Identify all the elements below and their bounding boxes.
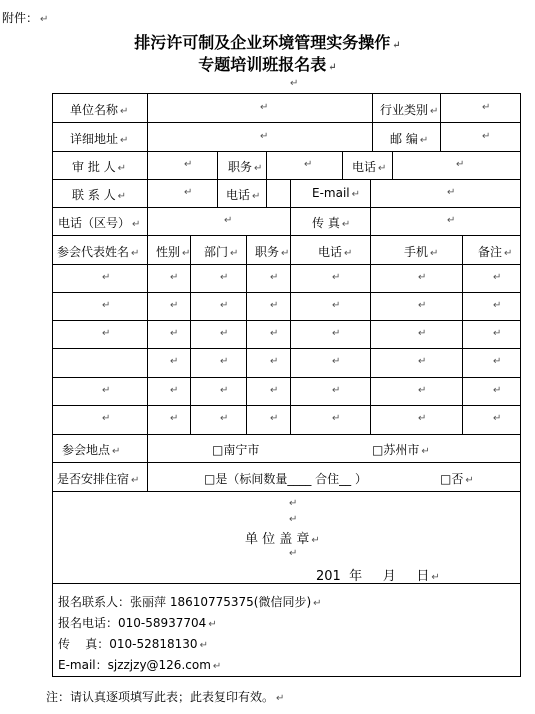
venue-option-suzhou[interactable]: □苏州市 ↵: [372, 443, 430, 457]
seal-date: 201 年 月 日 ↵: [316, 569, 440, 584]
venue-option-nanning[interactable]: □南宁市: [212, 443, 260, 457]
contact-phone-line: 报名电话：010-58937704 ↵: [58, 616, 217, 630]
contact-person-line: 报名联系人：张丽萍 18610775375(微信同步) ↵: [58, 595, 322, 609]
attendee-cell[interactable]: ↵: [418, 272, 427, 283]
label-venue: 参会地点 ↵: [62, 443, 121, 457]
contact-email-line: E-mail：sjzzjzy@126.com ↵: [58, 658, 222, 672]
email-field[interactable]: ↵: [447, 187, 456, 198]
label-approver: 审 批 人 ↵: [72, 160, 127, 174]
approver-field[interactable]: ↵: [184, 159, 193, 170]
label-phone-area: 电话（区号） ↵: [58, 216, 141, 230]
approver-phone-field[interactable]: ↵: [456, 159, 465, 170]
attendee-cell[interactable]: ↵: [170, 413, 179, 424]
attendee-cell[interactable]: ↵: [270, 300, 279, 311]
attendee-cell[interactable]: ↵: [220, 385, 229, 396]
label-approver-phone: 电话 ↵: [352, 160, 387, 174]
attendee-cell[interactable]: ↵: [102, 272, 111, 283]
attendee-cell[interactable]: ↵: [220, 413, 229, 424]
form-title-line1: 排污许可制及企业环境管理实务操作 ↵: [134, 33, 401, 52]
col-header-mobile: 手机 ↵: [404, 245, 439, 259]
paragraph-mark: ↵: [289, 548, 298, 559]
paragraph-mark: ↵: [290, 78, 299, 89]
attendee-cell[interactable]: ↵: [493, 272, 502, 283]
attendee-cell[interactable]: ↵: [332, 300, 341, 311]
attendee-cell[interactable]: ↵: [493, 413, 502, 424]
attendee-cell[interactable]: ↵: [102, 413, 111, 424]
attendee-cell[interactable]: ↵: [170, 356, 179, 367]
col-header-gender: 性别 ↵: [156, 245, 191, 259]
col-header-name: 参会代表姓名 ↵: [57, 245, 140, 259]
label-unit-name: 单位名称 ↵: [70, 103, 129, 117]
attendee-cell[interactable]: ↵: [418, 385, 427, 396]
label-fax: 传 真 ↵: [312, 216, 351, 230]
unit-name-field[interactable]: ↵: [260, 102, 269, 113]
lodging-option-no[interactable]: □否 ↵: [440, 472, 474, 486]
attendee-cell[interactable]: ↵: [270, 356, 279, 367]
phone-area-field[interactable]: ↵: [224, 215, 233, 226]
attendee-cell[interactable]: ↵: [332, 385, 341, 396]
attendee-cell[interactable]: ↵: [332, 413, 341, 424]
attendee-cell[interactable]: ↵: [270, 328, 279, 339]
footer-note: 注：请认真逐项填写此表；此表复印有效。 ↵: [46, 690, 285, 704]
col-header-dept: 部门 ↵: [204, 245, 239, 259]
label-industry: 行业类别 ↵: [380, 103, 439, 117]
attendee-cell[interactable]: ↵: [493, 385, 502, 396]
industry-field[interactable]: ↵: [482, 102, 491, 113]
attendee-cell[interactable]: ↵: [270, 385, 279, 396]
attendee-cell[interactable]: ↵: [493, 328, 502, 339]
contact-field[interactable]: ↵: [184, 187, 193, 198]
attendee-cell[interactable]: ↵: [332, 356, 341, 367]
label-postcode: 邮 编 ↵: [390, 132, 429, 146]
paragraph-mark: ↵: [289, 498, 298, 509]
attendee-cell[interactable]: ↵: [220, 272, 229, 283]
col-header-position: 职务 ↵: [255, 245, 290, 259]
unit-seal-label: 单 位 盖 章 ↵: [245, 532, 320, 547]
attendee-cell[interactable]: ↵: [102, 328, 111, 339]
attendee-cell[interactable]: ↵: [418, 356, 427, 367]
label-address: 详细地址 ↵: [70, 132, 129, 146]
attendee-cell[interactable]: ↵: [220, 356, 229, 367]
lodging-option-yes[interactable]: □是（标间数量____ 合住__ ）: [204, 472, 367, 486]
attachment-label: 附件： ↵: [2, 11, 49, 25]
attendee-cell[interactable]: ↵: [270, 272, 279, 283]
attendee-cell[interactable]: ↵: [102, 300, 111, 311]
col-header-remark: 备注 ↵: [478, 245, 513, 259]
contact-fax-line: 传 真：010-52818130 ↵: [58, 637, 208, 651]
paragraph-mark: ↵: [289, 514, 298, 525]
attendee-cell[interactable]: ↵: [170, 328, 179, 339]
postcode-field[interactable]: ↵: [482, 131, 491, 142]
attendee-cell[interactable]: ↵: [418, 413, 427, 424]
attendee-cell[interactable]: ↵: [493, 300, 502, 311]
attendee-cell[interactable]: ↵: [418, 328, 427, 339]
attendee-cell[interactable]: ↵: [418, 300, 427, 311]
fax-field[interactable]: ↵: [447, 215, 456, 226]
attendee-cell[interactable]: ↵: [102, 385, 111, 396]
attendee-cell[interactable]: ↵: [220, 328, 229, 339]
attendee-cell[interactable]: ↵: [332, 328, 341, 339]
approver-position-field[interactable]: ↵: [304, 159, 313, 170]
attendee-cell[interactable]: ↵: [170, 300, 179, 311]
attendee-cell[interactable]: ↵: [493, 356, 502, 367]
attendee-cell[interactable]: ↵: [220, 300, 229, 311]
attendee-cell[interactable]: ↵: [270, 413, 279, 424]
address-field[interactable]: ↵: [260, 131, 269, 142]
label-contact: 联 系 人 ↵: [72, 188, 127, 202]
col-header-phone: 电话 ↵: [318, 245, 353, 259]
label-email: E-mail ↵: [312, 186, 361, 200]
attendee-cell[interactable]: ↵: [332, 272, 341, 283]
label-approver-position: 职务 ↵: [228, 160, 263, 174]
form-title-line2: 专题培训班报名表 ↵: [198, 55, 337, 74]
attendee-cell[interactable]: ↵: [170, 272, 179, 283]
attendee-cell[interactable]: ↵: [170, 385, 179, 396]
label-contact-phone: 电话 ↵: [226, 188, 261, 202]
label-lodging: 是否安排住宿 ↵: [57, 472, 140, 486]
